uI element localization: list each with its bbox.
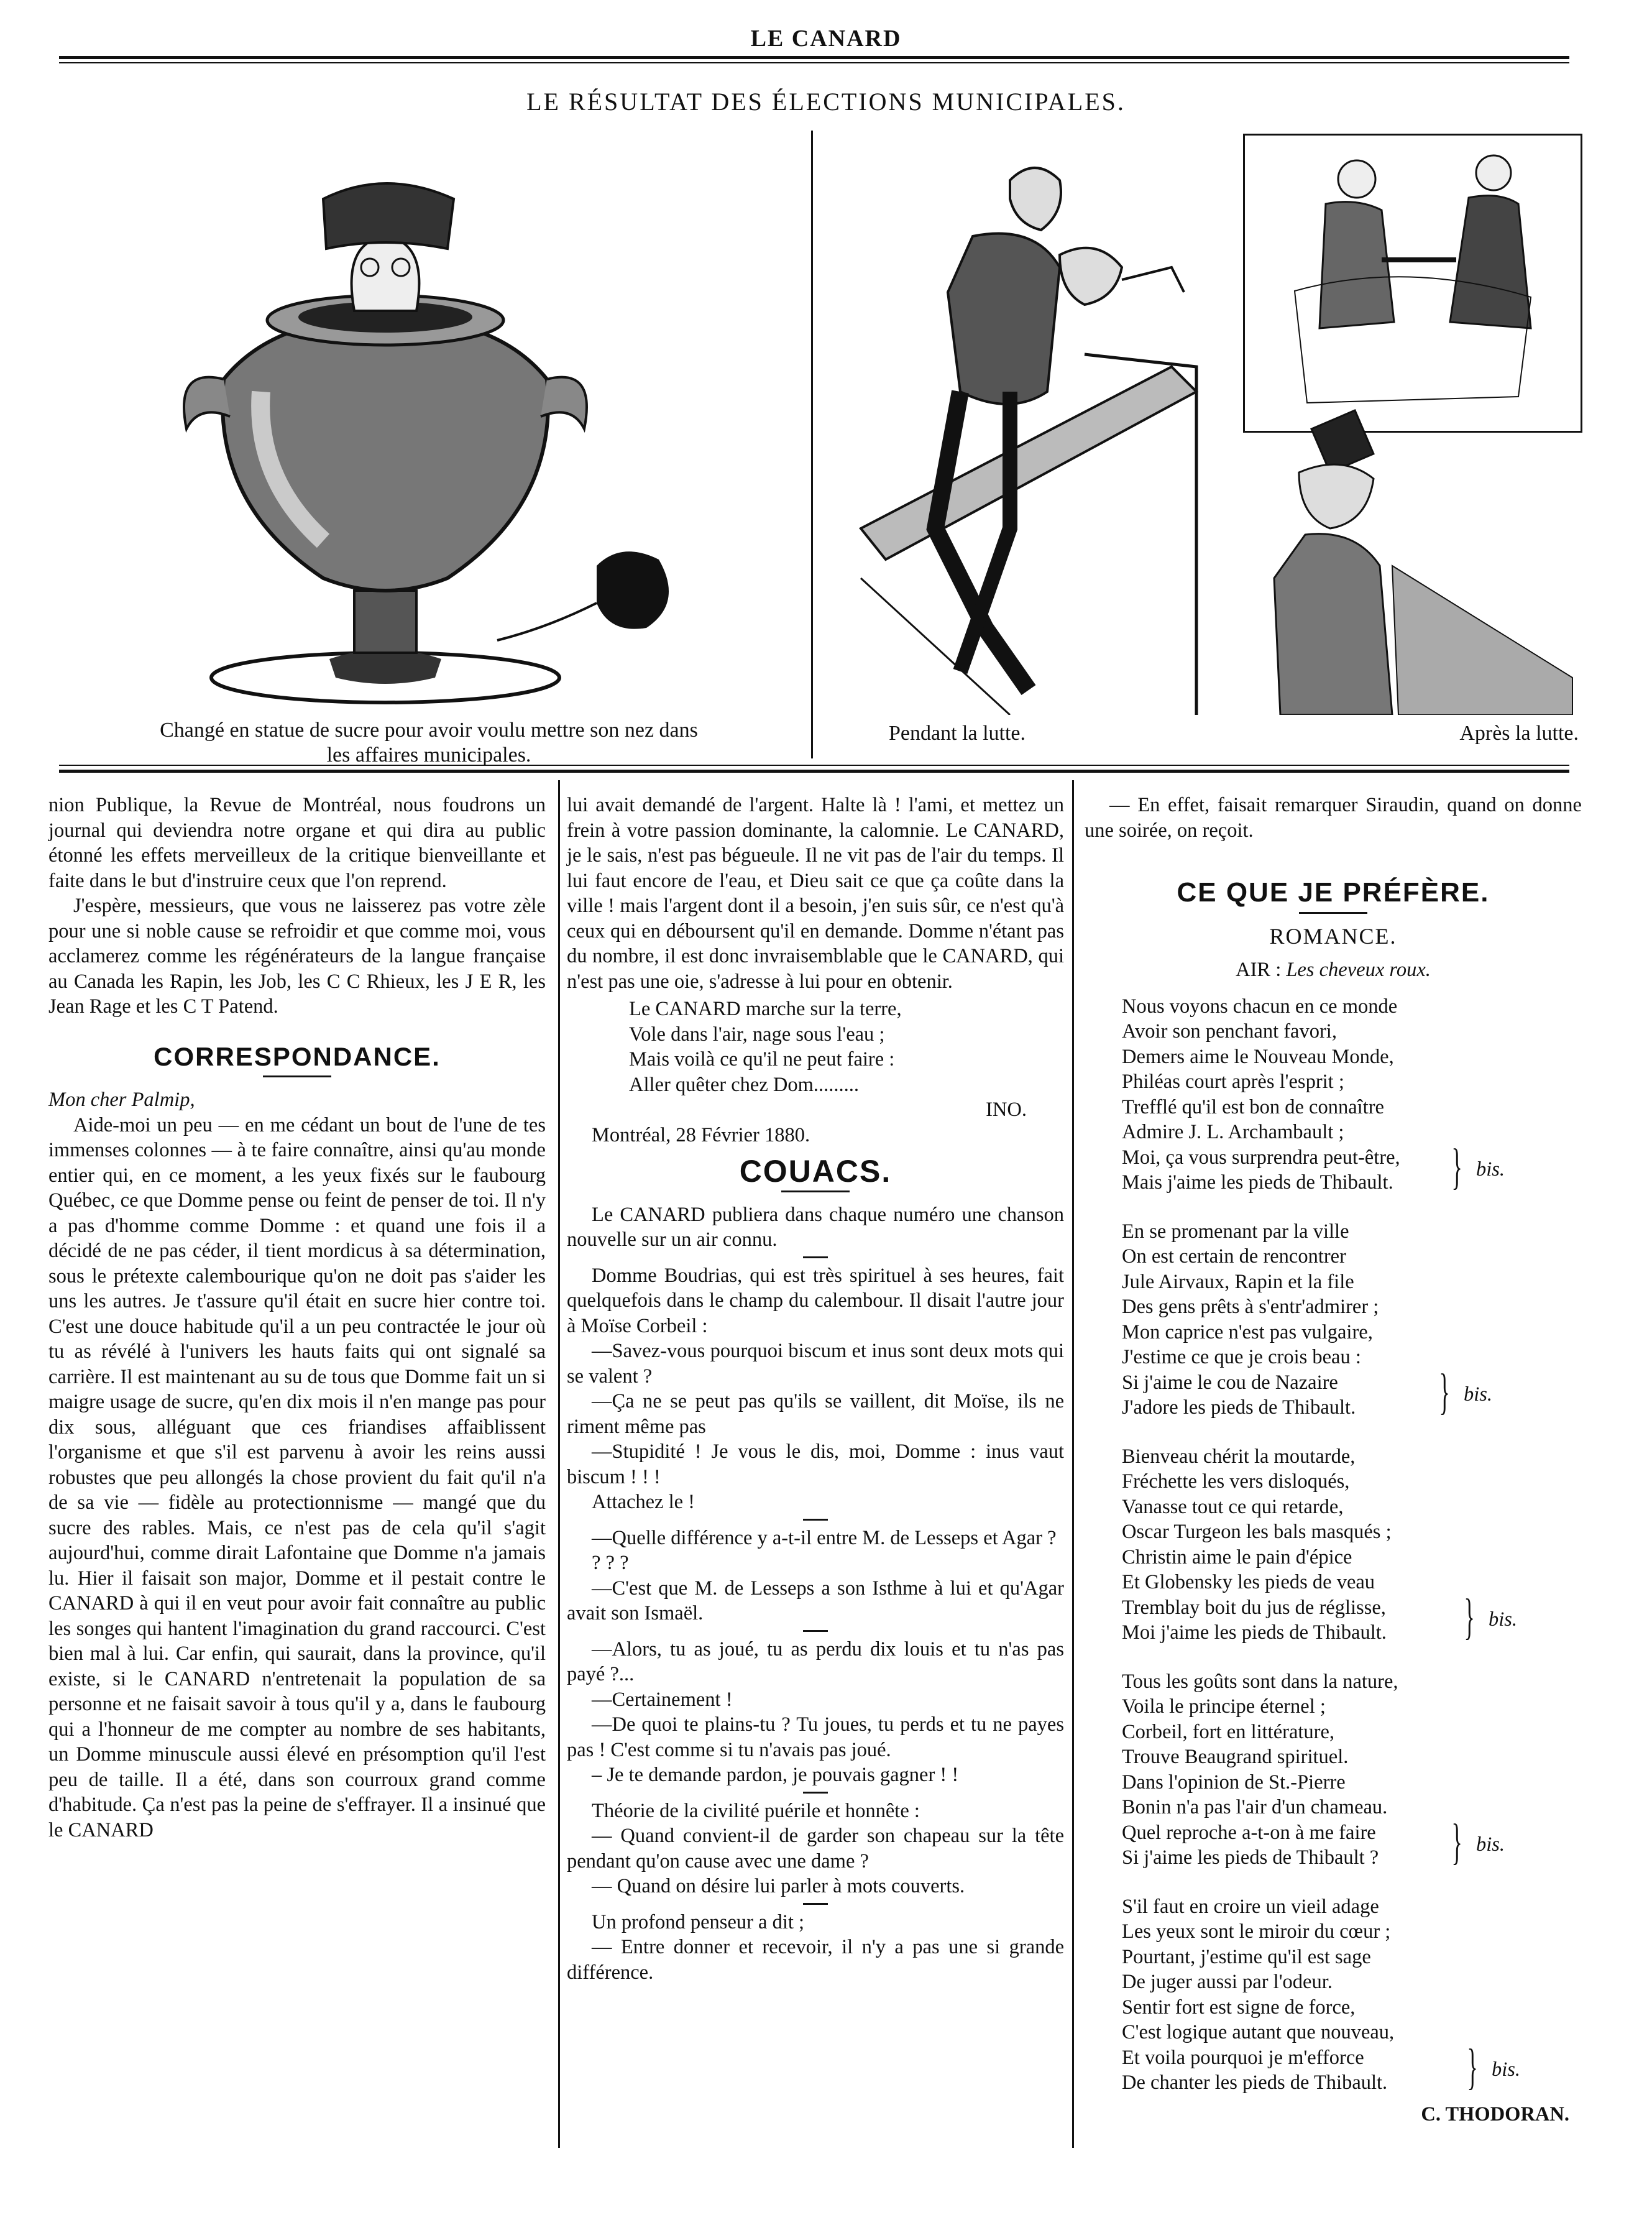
stanza-5	[1122, 1894, 1582, 2096]
column-divider-1	[558, 780, 560, 2148]
poem-rule	[1299, 912, 1367, 914]
joke2-c: —C'est que M. de Lesseps a son Isthme à lui et qu'Agar avait son Ismaël.	[567, 1577, 1064, 1624]
brace-1: }	[1451, 1139, 1462, 1194]
joke4-b: — Quand convient-il de garder son chapeau sur la tête pendant qu'on cause avec une dame ?	[567, 1825, 1064, 1872]
col1-paragraph-2: J'espère, messieurs, que vous ne laisserez pas votre zèle pour une si noble cause se refroidir et que comme moi, vous acclamerez comme les régénérateurs de la langue française au Canada les Rapin, les Job, les C C Rhieux, les J E R, les Jean Rage et les C T Patend.	[48, 895, 546, 1018]
stanza1-line-3: Demers aime le Nouveau Monde,	[1122, 1045, 1394, 1068]
joke4-c: — Quand on désire lui parler à mots couverts.	[592, 1875, 965, 1897]
stanza1-line-7: Moi, ça vous surprendra peut-être,	[1122, 1146, 1400, 1169]
air-label: AIR :	[1236, 959, 1282, 981]
separator	[803, 1903, 828, 1905]
correspondance-rule	[263, 1075, 331, 1077]
handshake-illustration	[1243, 134, 1582, 433]
top-rule-thin	[59, 62, 1569, 63]
joke5-a: Un profond penseur a dit ;	[592, 1910, 805, 1933]
mid-rule-thin	[59, 765, 1569, 766]
brace-5: }	[1467, 2039, 1478, 2094]
stanza5-line-5: Sentir fort est signe de force,	[1122, 1996, 1356, 2019]
brace-3: }	[1464, 1589, 1475, 1644]
col2-paragraph-1: lui avait demandé de l'argent. Halte là ! l'ami, et mettez un frein à votre passion dominante, la calomnie. Le CANARD, je le sais, n'est pas bégueule. Il ne vit pas de l'air du temps. Il lui faut encore de l'eau, et Dieu sait ce que ça coûte dans la ville ! mais l'argent dont il a besoin, j'en suis sûr, ce n'est qu'à ceux qui en déboursent qu'il en demande. Domme n'étant pas du nombre, il est donc invraisemblable que le CANARD, qui n'est pas une oie, s'adresse à lui pour en obtenir.	[567, 794, 1064, 993]
stanza1-line-2: Avoir son penchant favori,	[1122, 1020, 1337, 1043]
stanza3-line-2: Fréchette les vers disloqués,	[1122, 1470, 1350, 1493]
stanza2-line-3: Jule Airvaux, Rapin et la file	[1122, 1270, 1354, 1293]
top-hat-man-illustration	[1237, 404, 1585, 715]
joke2-b: ? ? ?	[592, 1552, 629, 1574]
stanza-2	[1122, 1219, 1582, 1421]
air-line	[1085, 957, 1582, 983]
middle-caption: Pendant la lutte.	[889, 722, 1026, 745]
stanza3-line-8: Moi j'aime les pieds de Thibault.	[1122, 1621, 1387, 1644]
bis-2: bis.	[1464, 1383, 1493, 1406]
verse-line-2: Vole dans l'air, nage sous l'eau ;	[629, 1023, 885, 1046]
separator	[803, 1519, 828, 1521]
romance-subtitle: ROMANCE.	[1269, 923, 1397, 949]
stanza3-line-1: Bienveau chérit la moutarde,	[1122, 1445, 1356, 1468]
couacs-title: COUACS.	[739, 1154, 892, 1189]
dateline: Montréal, 28 Février 1880.	[592, 1123, 810, 1146]
stanza4-line-1: Tous les goûts sont dans la nature,	[1122, 1670, 1398, 1693]
joke3-d: – Je te demande pardon, je pouvais gagner ! !	[592, 1764, 959, 1786]
bis-4: bis.	[1476, 1833, 1505, 1856]
stanza3-line-3: Vanasse tout ce qui retarde,	[1122, 1495, 1344, 1518]
verse-line-3: Mais voilà ce qu'il ne peut faire :	[629, 1048, 895, 1071]
left-caption-line2: les affaires municipales.	[326, 744, 531, 767]
two-men-at-railing-icon	[824, 131, 1234, 715]
stanza5-line-7: Et voila pourquoi je m'efforce	[1122, 2046, 1364, 2069]
stanza5-line-4: De juger aussi par l'odeur.	[1122, 1971, 1333, 1993]
stanza3-line-4: Oscar Turgeon les bals masqués ;	[1122, 1521, 1392, 1543]
top-rule	[59, 56, 1569, 59]
stanza3-line-6: Et Globensky les pieds de veau	[1122, 1571, 1375, 1593]
verse-line-1: Le CANARD marche sur la terre,	[629, 998, 902, 1020]
sugar-bowl-statue-icon	[62, 131, 796, 715]
bis-3: bis.	[1489, 1608, 1518, 1631]
brace-4: }	[1451, 1814, 1462, 1869]
bis-1: bis.	[1476, 1158, 1505, 1181]
stanza5-line-8: De chanter les pieds de Thibault.	[1122, 2071, 1388, 2094]
joke1-c: —Ça ne se peut pas qu'ils se vaillent, dit Moïse, ils ne riment même pas	[567, 1390, 1064, 1438]
separator	[803, 1792, 828, 1794]
handshake-and-man-in-top-hat-icon	[1245, 136, 1581, 431]
thodoran-signature: C. THODORAN.	[1421, 2103, 1569, 2126]
stanza2-line-8: J'adore les pieds de Thibault.	[1122, 1396, 1356, 1419]
joke1-e: Attachez le !	[592, 1491, 695, 1513]
stanza4-line-6: Bonin n'a pas l'air d'un chameau.	[1122, 1796, 1388, 1818]
masthead: LE CANARD	[750, 25, 902, 52]
stanza3-line-7: Tremblay boit du jus de réglisse,	[1122, 1596, 1386, 1619]
stanza1-line-5: Trefflé qu'il est bon de connaître	[1122, 1095, 1384, 1118]
verse	[629, 997, 1064, 1097]
ino-signature: INO.	[986, 1098, 1027, 1121]
stanza-4	[1122, 1669, 1582, 1871]
left-caption	[62, 718, 796, 768]
right-caption: Après la lutte.	[1459, 722, 1579, 745]
joke3-a: —Alors, tu as joué, tu as perdu dix louis et tu n'as pas payé ?...	[567, 1637, 1064, 1685]
stanza1-line-8: Mais j'aime les pieds de Thibault.	[1122, 1171, 1393, 1194]
column-3	[1085, 793, 1582, 2127]
stanza-3	[1122, 1444, 1582, 1646]
stanza2-line-7: Si j'aime le cou de Nazaire	[1122, 1371, 1338, 1394]
brace-2: }	[1439, 1364, 1450, 1419]
left-caption-line1: Changé en statue de sucre pour avoir voulu mettre son nez dans	[160, 719, 698, 742]
col1-paragraph-1: nion Publique, la Revue de Montréal, nous foudrons un journal qui deviendra notre organe et qui dira au public étonné les effets merveilleux de la critique bienveillante et faite dans le but d'instruire ceux que l'on reprend.	[48, 794, 546, 892]
couacs-intro: Le CANARD publiera dans chaque numéro une chanson nouvelle sur un air connu.	[567, 1203, 1064, 1251]
sugar-bowl-illustration	[62, 131, 796, 715]
stanza4-line-3: Corbeil, fort en littérature,	[1122, 1720, 1335, 1743]
column-1	[48, 793, 546, 1843]
stanza5-line-3: Pourtant, j'estime qu'il est sage	[1122, 1945, 1371, 1968]
joke3-b: —Certainement !	[592, 1688, 733, 1711]
stanza5-line-2: Les yeux sont le miroir du cœur ;	[1122, 1920, 1391, 1943]
stanza4-line-2: Voila le principe éternel ;	[1122, 1695, 1326, 1718]
joke1-a: Domme Boudrias, qui est très spirituel à ses heures, fait quelquefois dans le champ du calembour. Il disait l'autre jour à Moïse Corbeil :	[567, 1264, 1064, 1337]
illustration-divider	[811, 131, 813, 758]
stanza2-line-4: Des gens prêts à s'entr'admirer ;	[1122, 1296, 1379, 1318]
air-name: Les cheveux roux.	[1286, 959, 1431, 981]
column-2	[567, 793, 1064, 1985]
separator	[803, 1256, 828, 1258]
stanza2-line-6: J'estime ce que je crois beau :	[1122, 1346, 1361, 1368]
stanza2-line-2: On est certain de rencontrer	[1122, 1245, 1346, 1268]
joke4-a: Théorie de la civilité puérile et honnête :	[592, 1799, 920, 1822]
bis-5: bis.	[1492, 2058, 1521, 2081]
joke2-a: —Quelle différence y a-t-il entre M. de Lesseps et Agar ?	[592, 1526, 1057, 1549]
col1-paragraph-3: Aide-moi un peu — en me cédant un bout de l'une de tes immenses colonnes — à te faire connaître, ainsi qu'au monde entier qui, en ce moment, a les yeux fixés sur le faubourg Québec, ce que Domme pense ou feint de penser de toi. Il n'y a pas d'homme comme Domme : et quand une fois il a décidé de ne pas céder, il tient mordicus à sa détermination, sous le prétexte calembourique qu'on ne doit pas s'aider les uns les autres. Je t'assure qu'il était en sucre hier contre toi. C'est une douce habitude qu'il a un peu contractée le jour où tu as révélé à l'univers les hauts faits qui ont signalé sa carrière. Il est maintenant au su de tous que Domme fait un si maigre usage de sucre, qu'en dix mois il n'en mange pas pour dix sous, alléguant que ces friandises affaiblissent l'organisme et que s'il est parvenu à avoir les reins aussi robustes que peu allongés la chose provient du fait qu'il n'a de sa vie — fidèle au protectionnisme — mangé que du sucre des rables. Mais, ce n'est pas de cela qu'il s'agit aujourd'hui, comme dirait Lafontaine que Domme n'a jamais lu. Hier il faisait son major, Domme et il pestait contre le CANARD à qui il en veut pour avoir fait connaître au public les songes qui hantent l'imagination du grand raccourci. C'est bien mal à lui. Car enfin, qui saurait, dans la province, qu'il existe, si le CANARD n'entretenait la population de sa personne et ne faisait savoir à tous qu'il y a, dans le faubourg qui a l'honneur de me compter au nombre de ses habitants, un Domme minuscule aussi élevé en présomption qu'il l'est peu de taille. Il a été, dans son courroux grand comme d'habitude. Ça n'est pas la peine de s'effrayer. Il a insinué que le CANARD	[48, 1113, 546, 1841]
stanza1-line-4: Philéas court après l'esprit ;	[1122, 1071, 1344, 1093]
stanza1-line-6: Admire J. L. Archambault ;	[1122, 1121, 1344, 1143]
joke3-c: —De quoi te plains-tu ? Tu joues, tu perds et tu ne payes pas ! C'est comme si tu n'avais pas joué.	[567, 1713, 1064, 1761]
stanza2-line-5: Mon caprice n'est pas vulgaire,	[1122, 1320, 1373, 1343]
ce-que-je-prefere-title: CE QUE JE PRÉFÈRE.	[1177, 877, 1490, 908]
joke5-b: — Entre donner et recevoir, il n'y a pas une si grande différence.	[567, 1936, 1064, 1984]
stanza1-line-1: Nous voyons chacun en ce monde	[1122, 995, 1398, 1018]
correspondance-title: CORRESPONDANCE.	[154, 1041, 441, 1071]
stanza5-line-6: C'est logique autant que nouveau,	[1122, 2021, 1395, 2043]
stanza4-line-5: Dans l'opinion de St.-Pierre	[1122, 1771, 1346, 1794]
mid-rule	[59, 770, 1569, 773]
verse-line-4: Aller quêter chez Dom.........	[629, 1073, 860, 1096]
couacs-rule	[781, 1191, 850, 1192]
headline: LE RÉSULTAT DES ÉLECTIONS MUNICIPALES.	[526, 88, 1126, 116]
joke1-b: —Savez-vous pourquoi biscum et inus sont deux mots qui se valent ?	[567, 1340, 1064, 1388]
joke1-d: —Stupidité ! Je vous le dis, moi, Domme : inus vaut biscum ! ! !	[567, 1440, 1064, 1488]
stanza2-line-1: En se promenant par la ville	[1122, 1220, 1349, 1243]
col3-paragraph-1: — En effet, faisait remarquer Siraudin, quand on donne une soirée, on reçoit.	[1085, 794, 1582, 842]
salutation: Mon cher Palmip,	[48, 1089, 195, 1111]
stanza4-line-4: Trouve Beaugrand spirituel.	[1122, 1746, 1349, 1768]
stanza3-line-5: Christin aime le pain d'épice	[1122, 1545, 1352, 1568]
stanza5-line-1: S'il faut en croire un vieil adage	[1122, 1895, 1379, 1918]
man-in-top-hat-icon	[1237, 404, 1585, 715]
separator	[803, 1630, 828, 1632]
stanza4-line-7: Quel reproche a-t-on à me faire	[1122, 1821, 1376, 1844]
column-divider-2	[1072, 780, 1074, 2148]
pendant-la-lutte-illustration	[824, 131, 1234, 715]
poem	[1122, 994, 1582, 2096]
stanza4-line-8: Si j'aime les pieds de Thibault ?	[1122, 1846, 1379, 1869]
stanza-1	[1122, 994, 1582, 1195]
